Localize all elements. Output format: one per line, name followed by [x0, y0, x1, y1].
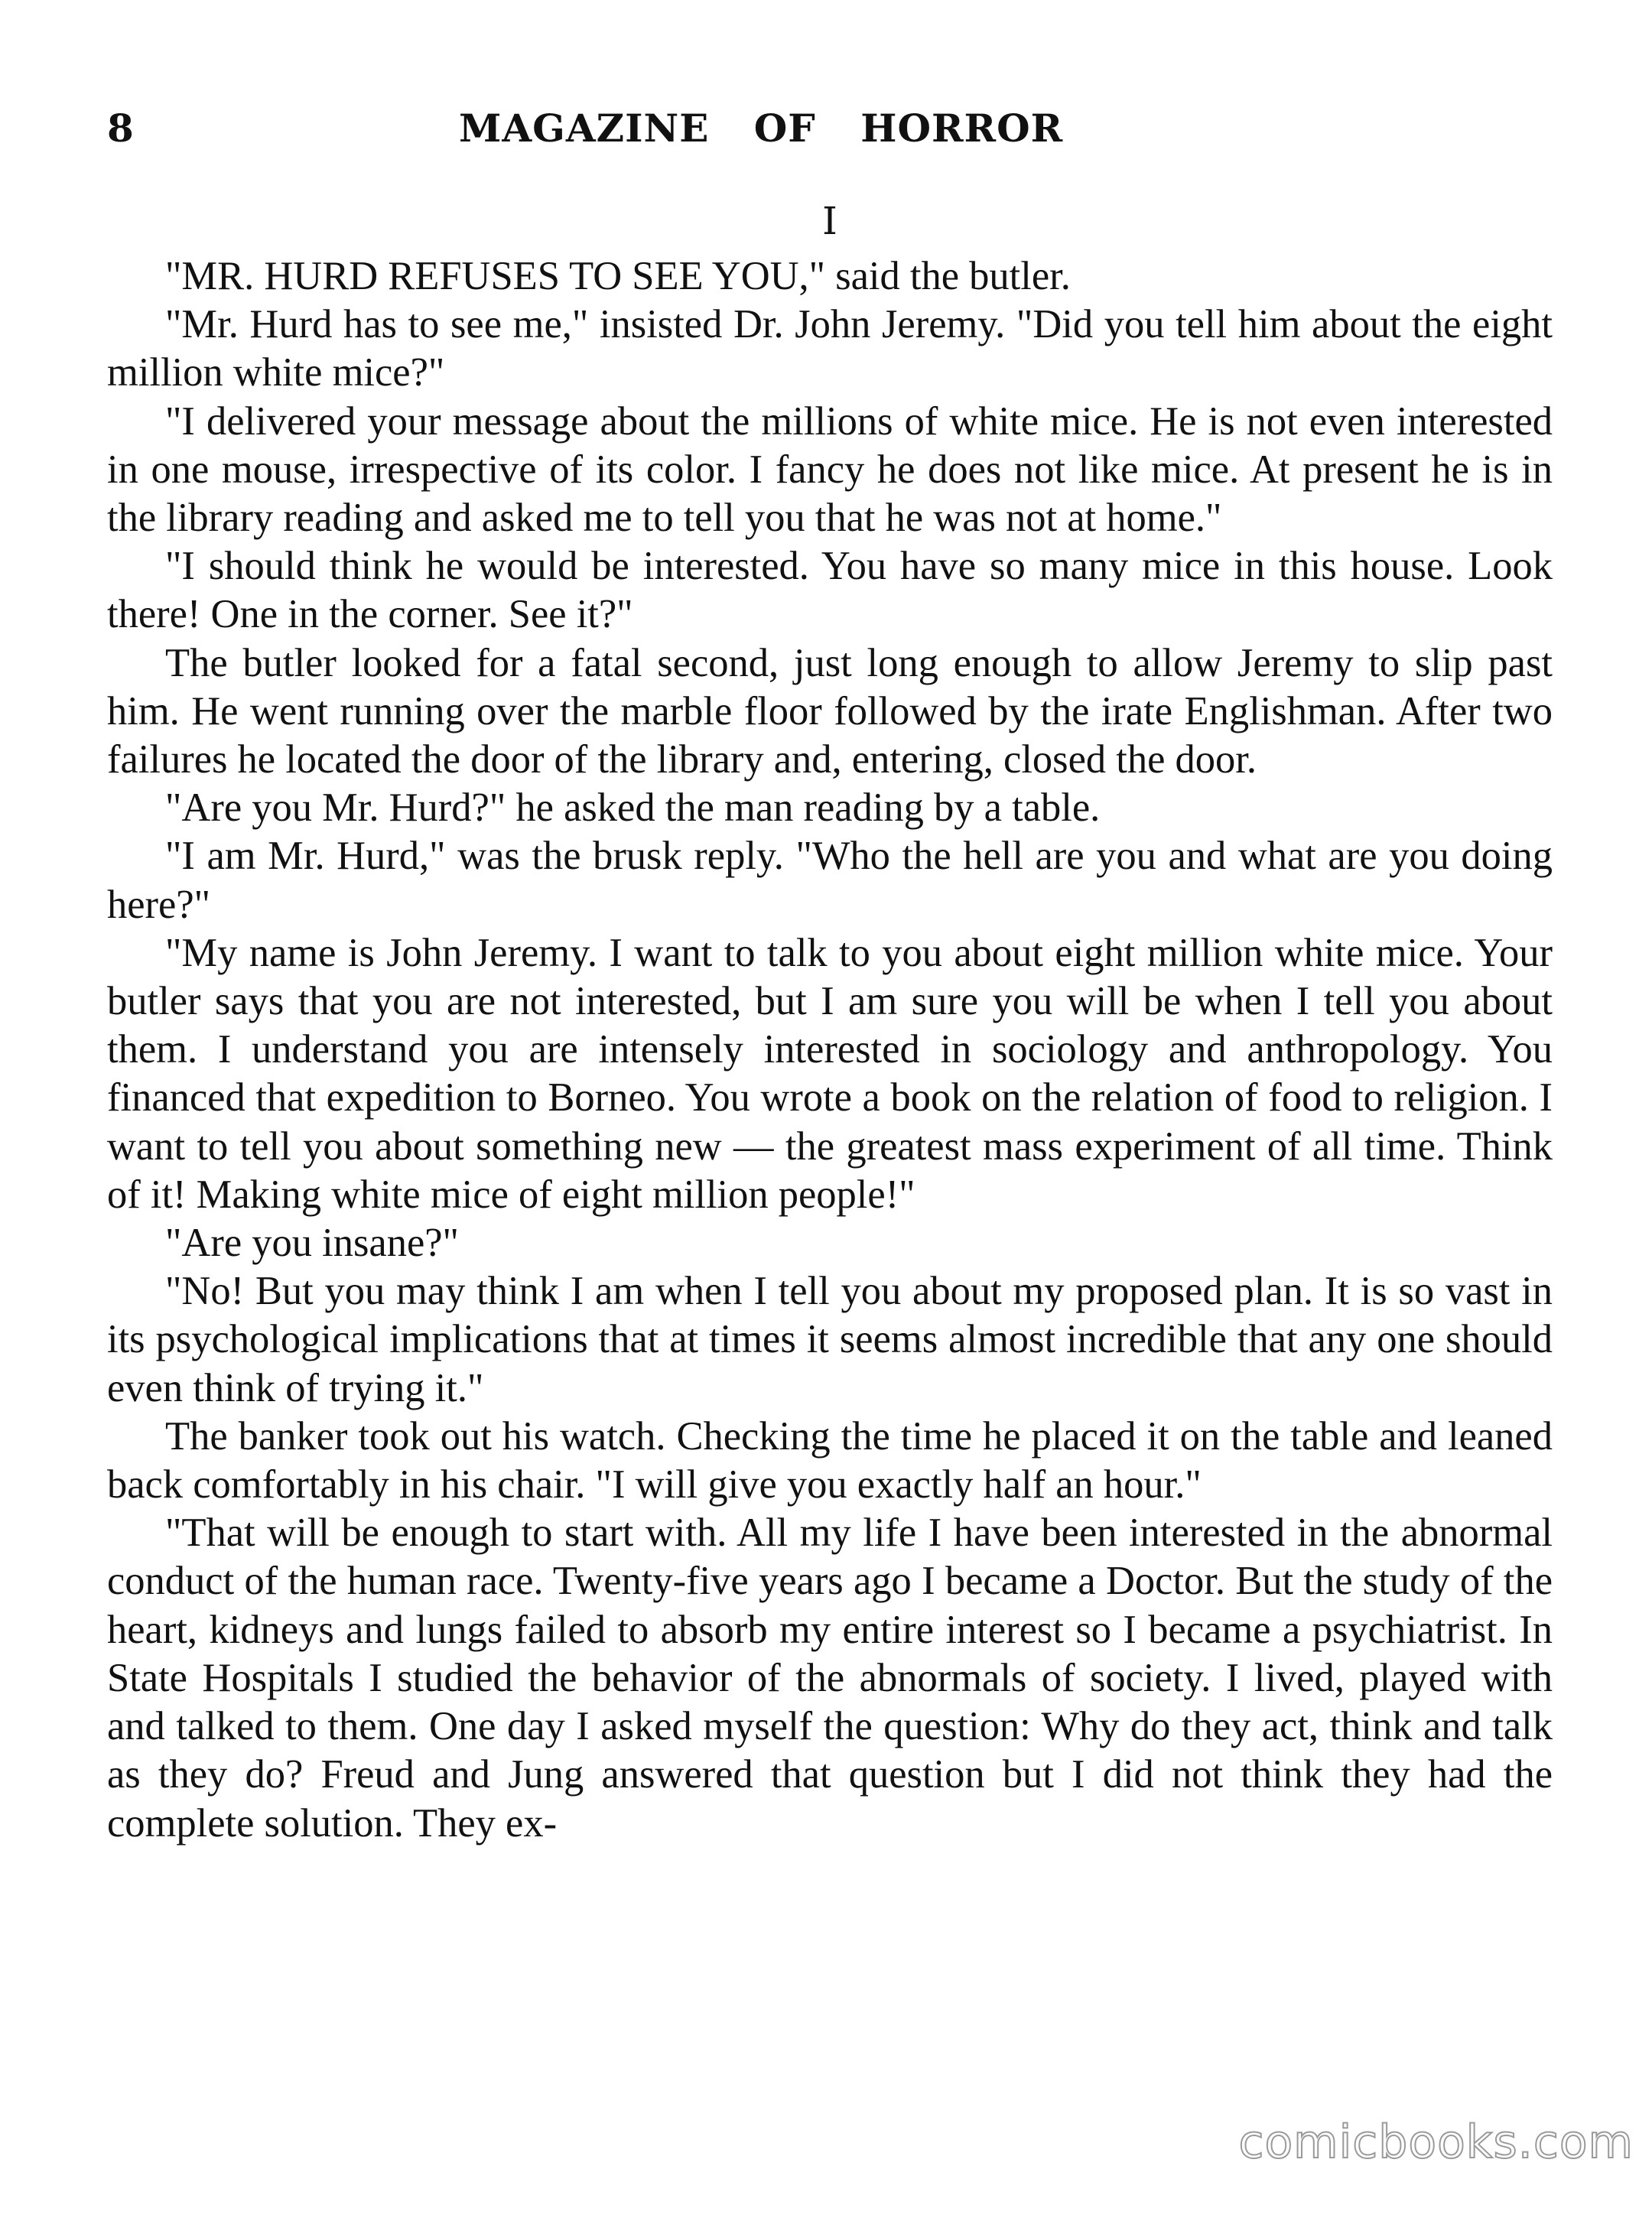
page-number: 8	[107, 106, 135, 151]
paragraph: "My name is John Jeremy. I want to talk to you about eight million white mice. Your butler says that you are not interested, but I am sure you will be when I tell you about them. I understand you are intensely interested in sociology and anthropology. You financed that expedition to Borneo. You wrote a book on the relation of food to religion. I want to tell you about something new — the greatest mass experiment of all time. Think of it! Making white mice of eight million people!"	[107, 930, 1553, 1217]
paragraph: "I should think he would be interested. You have so many mice in this house. Look there! One in the corner. See it?"	[107, 544, 1553, 637]
paragraph: The banker took out his watch. Checking the time he placed it on the table and leaned back comfortably in his chair. "I will give you exactly half an hour."	[107, 1413, 1553, 1507]
paragraph: The butler looked for a fatal second, just long enough to allow Jeremy to slip past him. He went running over the marble floor followed by the irate Englishman. After two failures he located the door of the library and, entering, closed the door.	[107, 640, 1553, 782]
paragraph: "That will be enough to start with. All my life I have been interested in the abnormal conduct of the human race. Twenty-five years ago I became a Doctor. But the study of the heart, kidneys and lungs failed to absorb my entire interest so I became a psychiatrist. In State Hospitals I studied the behavior of the abnormals of society. I lived, played with and talked to them. One day I asked myself the question: Why do they act, think and talk as they do? Freud and Jung answered that question but I did not think they had the complete solution. They ex-	[107, 1511, 1553, 1846]
magazine-page	[107, 99, 1553, 2134]
watermark: comicbooks.com	[1238, 2116, 1634, 2169]
section-number: I	[822, 199, 837, 243]
paragraph: "Are you insane?"	[165, 1221, 459, 1266]
paragraph: "I am Mr. Hurd," was the brusk reply. "Who the hell are you and what are you doing here?"	[107, 834, 1553, 927]
paragraph: "Mr. Hurd has to see me," insisted Dr. John Jeremy. "Did you tell him about the eight million white mice?"	[107, 302, 1553, 395]
running-head	[107, 99, 1553, 168]
paragraph: "I delivered your message about the millions of white mice. He is not even interested in one mouse, irrespective of its color. I fancy he does not like mice. At present he is in the library reading and asked me to tell you that he was not at home."	[107, 398, 1553, 541]
magazine-title: MAGAZINE OF HORROR	[459, 106, 1064, 151]
story-body	[107, 252, 1553, 1848]
paragraph: "No! But you may think I am when I tell you about my proposed plan. It is so vast in its psychological implications that at times it seems almost incredible that any one should even think of trying it."	[107, 1269, 1553, 1410]
paragraph: "Are you Mr. Hurd?" he asked the man reading by a table.	[165, 785, 1101, 831]
paragraph: "MR. HURD REFUSES TO SEE YOU," said the butler.	[165, 254, 1071, 298]
